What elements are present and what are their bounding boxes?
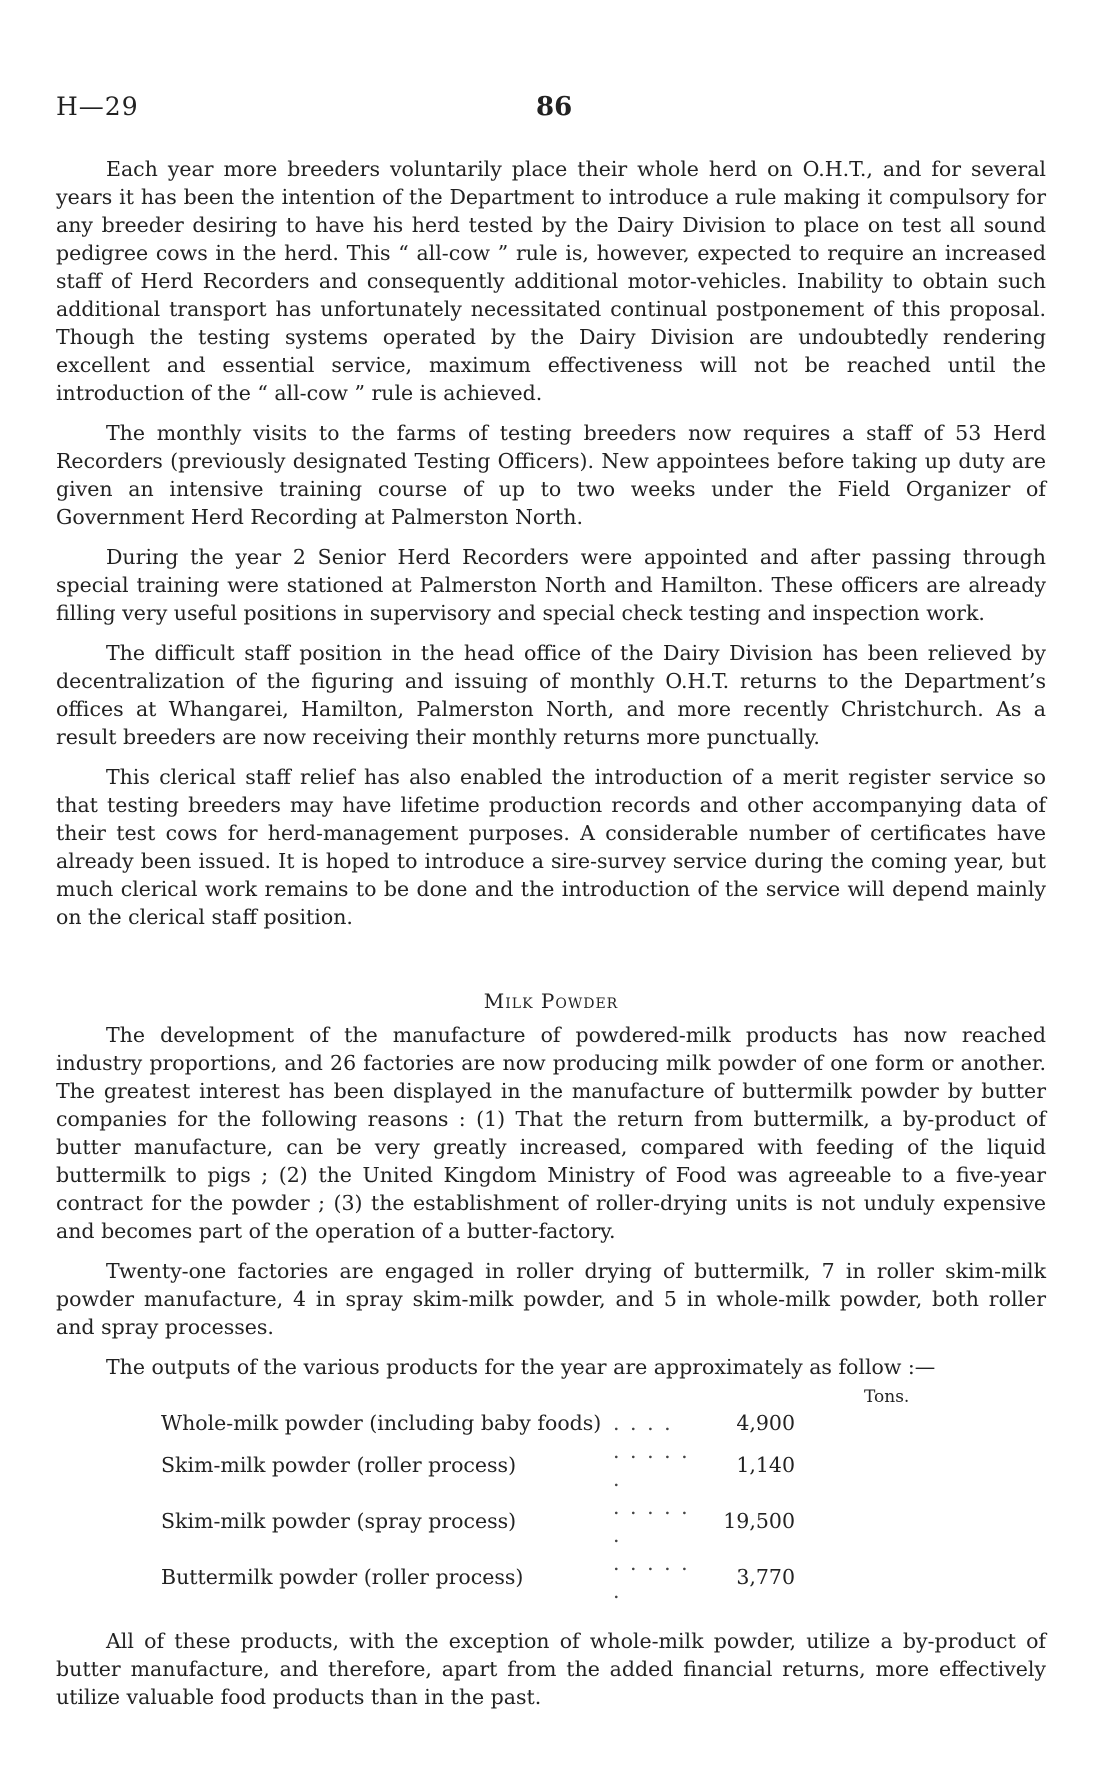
table-row [161, 1409, 795, 1437]
tons-value: 1,140 [736, 1453, 795, 1477]
paragraph: During the year 2 Senior Herd Recorders were appointed and after passing through special training were stationed at Palmerston North and Hamilton. These officers are already filling very useful positions in supervisory and special check testing and inspection work. [56, 545, 1046, 625]
leader-dots: . . . . . . [613, 1439, 690, 1491]
paragraph: The monthly visits to the farms of testing breeders now requires a staff of 53 Herd Recorders (previously designated Testing Officers). New appointees before taking up duty are given an intensive training course of up to two weeks under the Field Organizer of Government Herd Recording at Palmerston North. [56, 421, 1046, 529]
product-label: Skim-milk powder (spray process) [161, 1509, 517, 1533]
paragraph: Twenty-one factories are engaged in roller drying of buttermilk, 7 in roller skim-milk powder manufacture, 4 in spray skim-milk powder, and 5 in whole-milk powder, both roller and spray processes. [56, 1259, 1046, 1339]
page-number: 86 [536, 92, 573, 122]
product-label: Skim-milk powder (roller process) [161, 1453, 517, 1477]
body-text [56, 155, 1046, 1723]
page-header [56, 92, 1046, 132]
tons-value: 4,900 [736, 1411, 795, 1435]
product-label: Whole-milk powder (including baby foods) [161, 1411, 602, 1435]
tons-value: 3,770 [736, 1565, 795, 1589]
outputs-table [161, 1409, 795, 1605]
document-reference: H—29 [56, 92, 139, 121]
table-row [161, 1493, 795, 1549]
table-row [161, 1549, 795, 1605]
leader-dots: . . . . . . [613, 1495, 690, 1547]
leader-dots: . . . . [613, 1411, 673, 1435]
paragraph: This clerical staff relief has also enabled the introduction of a merit register service so that testing breeders may have lifetime production records and other accompanying data of their test cows for herd-management purposes. A considerable number of certificates have already been issued. It is hoped to introduce a sire-survey service during the coming year, but much clerical work remains to be done and the introduction of the service will depend mainly on the clerical staff position. [56, 765, 1046, 929]
paragraph: The outputs of the various products for the year are approximately as follow :— [106, 1355, 936, 1379]
table-unit-header [56, 1387, 1046, 1409]
product-label: Buttermilk powder (roller process) [161, 1565, 524, 1589]
table-row [161, 1437, 795, 1493]
leader-dots: . . . . . . [613, 1551, 690, 1603]
section-title: Milk Powder [483, 989, 619, 1013]
paragraph: All of these products, with the exception of whole-milk powder, utilize a by-product of butter manufacture, and therefore, apart from the added financial returns, more effectively utilize valuable food products than in the past. [56, 1629, 1046, 1709]
paragraph: The development of the manufacture of powdered-milk products has now reached industry proportions, and 26 factories are now producing milk powder of one form or another. The greatest interest has been displayed in the manufacture of buttermilk powder by butter companies for the following reasons : (1) That the return from buttermilk, a by-product of butter manufacture, can be very greatly increased, compared with feeding of the liquid buttermilk to pigs ; (2) the United Kingdom Ministry of Food was agreeable to a five-year contract for the powder ; (3) the establishment of roller-drying units is not unduly expensive and becomes part of the operation of a butter-factory. [56, 1023, 1046, 1243]
tons-value: 19,500 [723, 1509, 795, 1533]
paragraph: The difficult staff position in the head office of the Dairy Division has been relieved by decentralization of the figuring and issuing of monthly O.H.T. returns to the Department’s offices at Whangarei, Hamilton, Palmerston North, and more recently Christchurch. As a result breeders are now receiving their monthly returns more punctually. [56, 641, 1046, 749]
paragraph: Each year more breeders voluntarily place their whole herd on O.H.T., and for several years it has been the intention of the Department to introduce a rule making it compulsory for any breeder desiring to have his herd tested by the Dairy Division to place on test all sound pedigree cows in the herd. This “ all-cow ” rule is, however, expected to require an increased staff of Herd Recorders and consequently additional motor-vehicles. Inability to obtain such additional transport has unfortunately necessitated continual postponement of this proposal. Though the testing systems operated by the Dairy Division are undoubtedly rendering excellent and essential service, maximum effectiveness will not be reached until the introduction of the “ all-cow ” rule is achieved. [56, 157, 1046, 405]
tons-label: Tons. [864, 1387, 910, 1407]
